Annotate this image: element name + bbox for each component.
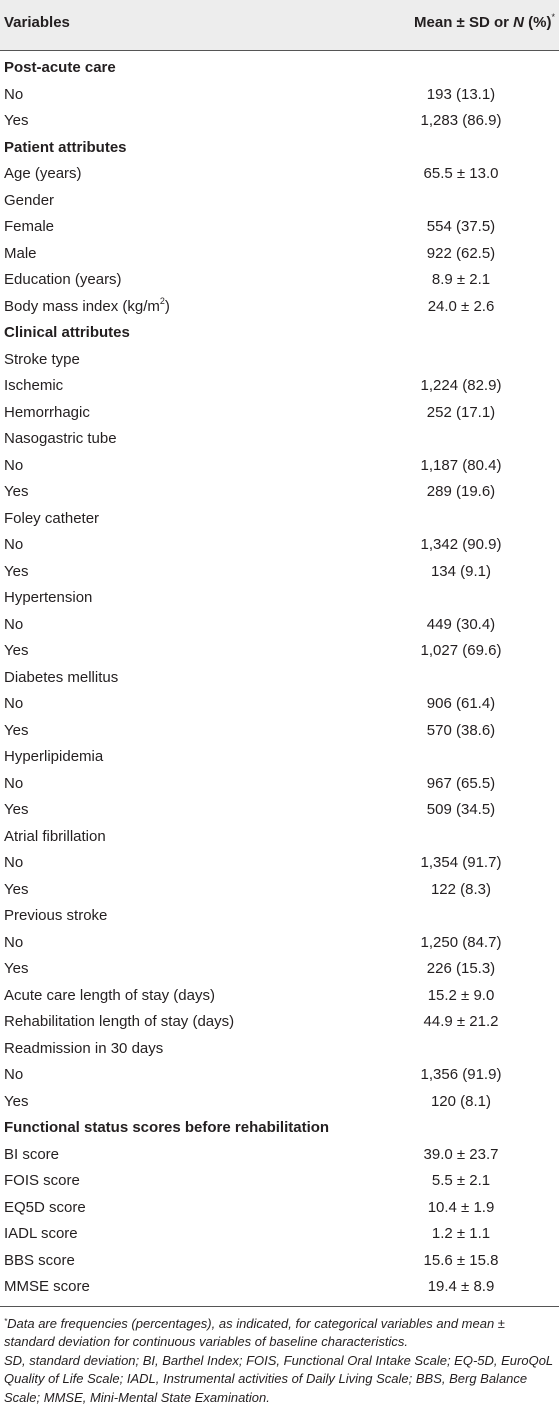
table-row [0,797,559,824]
row-label [4,430,117,447]
row-value: 1,187 (80.4) [420,456,502,474]
row-value: 193 (13.1) [426,85,496,103]
row-label [4,295,170,315]
table-row [0,1036,559,1063]
row-label-text: Yes [4,642,29,659]
row-label-text: Yes [4,112,29,129]
table-row [0,877,559,904]
table-row [0,1009,559,1036]
table-row [0,267,559,294]
table-row [0,1142,559,1169]
table-row [0,108,559,135]
table-row [0,930,559,957]
row-label-text: Patient attributes [4,138,127,156]
row-value: 1.2 ± 1.1 [431,1225,491,1242]
row-label-text: Body mass index (kg/m [4,297,160,315]
row-value: 1,354 (91.7) [420,854,502,871]
section-header-row [0,1115,559,1142]
row-label-text: Foley catheter [4,509,100,527]
row-label [4,828,106,845]
row-label-suffix: ) [164,297,170,315]
table-row [0,82,559,109]
row-label [4,59,116,76]
header-variables: Variables [4,14,70,31]
row-label-text: Rehabilitation length of stay (days) [4,1013,235,1030]
row-label-text: Diabetes mellitus [4,668,119,686]
row-label [4,589,92,606]
footnote-abbreviations: SD, standard deviation; BI, Barthel Index; FOIS, Functional Oral Intake Scale; EQ-5D, EuroQoL Quality of Life Scale; IADL, Instrumental activities of Daily Living Scale; BBS, Berg Balance Scale; MMSE, Mini-Mental State Examination. [4,1352,553,1405]
table-row [0,559,559,586]
table-row [0,400,559,427]
row-value: 39.0 ± 23.7 [423,1145,499,1163]
row-label-text: No [4,933,24,951]
row-label [4,1013,234,1030]
row-label-text: Clinical attributes [4,324,130,341]
row-label-text: Previous stroke [4,907,108,924]
row-label-text: Gender [4,191,55,209]
row-label-superscript: 2 [159,295,165,306]
row-label-text: EQ5D score [4,1198,86,1216]
row-value: 10.4 ± 1.9 [427,1198,495,1216]
row-label-text: MMSE score [4,1278,90,1295]
header-mean-sd-n [414,14,555,31]
table-row [0,373,559,400]
row-value: 554 (37.5) [426,218,496,235]
row-label-text: Yes [4,1092,29,1110]
row-value: 1,027 (69.6) [420,642,502,659]
row-label [4,1093,28,1110]
row-label [4,563,28,580]
row-label [4,218,54,235]
row-label-text: BBS score [4,1251,75,1269]
row-value: 570 (38.6) [426,721,496,739]
table-body [0,51,559,1301]
row-label [4,271,122,288]
row-value: 122 (8.3) [430,880,492,898]
table-row [0,453,559,480]
row-label [4,907,107,924]
table-row [0,241,559,268]
footnote-note-text: Data are frequencies (percentages), as indicated, for categorical variables and mean ± standard deviation for continuous variables of baseline characteristics. [4,1315,505,1349]
row-label-text: Functional status scores before rehabilitation [4,1119,330,1136]
row-label [4,1225,78,1242]
table-row [0,983,559,1010]
table-row [0,903,559,930]
row-label-text: Female [4,218,55,235]
row-label [4,1252,75,1269]
row-value: 252 (17.1) [426,403,496,421]
row-label [4,139,127,156]
row-value: 5.5 ± 2.1 [431,1172,491,1189]
row-label-text: Yes [4,483,29,500]
row-label [4,960,28,977]
row-label-text: Male [4,244,37,262]
row-label [4,801,28,818]
row-label-text: Atrial fibrillation [4,827,106,845]
table-row [0,612,559,639]
row-value: 1,342 (90.9) [420,536,502,553]
row-label [4,86,23,103]
table-row [0,506,559,533]
table-row [0,426,559,453]
header-col2-suffix: (%) [523,14,552,31]
row-value: 19.4 ± 8.9 [427,1278,495,1295]
row-label [4,987,215,1004]
row-label [4,934,23,951]
row-label [4,748,103,765]
table-row [0,1168,559,1195]
row-label-text: Readmission in 30 days [4,1039,164,1057]
row-label [4,669,118,686]
row-label-text: Yes [4,801,29,818]
row-label-text: FOIS score [4,1172,80,1189]
table-row [0,1248,559,1275]
row-label-text: No [4,536,24,553]
table-row [0,532,559,559]
row-label-text: Yes [4,721,29,739]
row-label [4,642,28,659]
table-row [0,744,559,771]
section-header-row [0,135,559,162]
row-label [4,165,82,182]
row-value: 65.5 ± 13.0 [423,165,499,182]
footnote-note [4,1315,555,1352]
section-header-row [0,55,559,82]
row-label [4,404,90,421]
table-header [0,0,559,50]
table-footnote [0,1306,559,1408]
row-label-text: No [4,85,24,103]
row-label-text: Yes [4,960,29,977]
row-label [4,695,23,712]
table-row [0,1195,559,1222]
row-value: 906 (61.4) [426,695,496,712]
table-row [0,585,559,612]
row-label-text: Acute care length of stay (days) [4,986,215,1004]
row-value: 44.9 ± 21.2 [423,1013,499,1030]
row-value: 1,356 (91.9) [420,1066,502,1083]
header-footnote-mark: * [551,12,555,22]
row-label-text: Nasogastric tube [4,430,117,447]
row-label [4,1278,90,1295]
row-value: 449 (30.4) [426,615,496,633]
table-row [0,347,559,374]
row-label [4,1066,23,1083]
row-label-text: Ischemic [4,377,64,394]
row-label-text: IADL score [4,1225,78,1242]
row-label-text: Age (years) [4,165,82,182]
row-label [4,1199,86,1216]
table-row [0,956,559,983]
table-row [0,161,559,188]
table-row [0,1221,559,1248]
header-col2-prefix: Mean ± SD or [414,14,514,31]
row-value: 1,250 (84.7) [420,933,502,951]
section-header-row [0,320,559,347]
row-label-text: Hyperlipidemia [4,748,104,765]
row-label-text: Hemorrhagic [4,403,90,421]
row-value: 1,224 (82.9) [420,377,502,394]
table-row [0,718,559,745]
table-row [0,214,559,241]
row-label-text: Hypertension [4,589,93,606]
row-label [4,457,23,474]
footnote-mark: * [4,1316,8,1326]
row-value: 8.9 ± 2.1 [431,271,491,288]
row-label [4,377,63,394]
row-label-text: Education (years) [4,271,122,288]
row-value: 24.0 ± 2.6 [427,297,495,315]
row-value: 15.2 ± 9.0 [427,986,495,1004]
row-value: 509 (34.5) [426,801,496,818]
table-row [0,1062,559,1089]
row-label-text: Yes [4,880,29,898]
row-label [4,483,28,500]
row-value: 15.6 ± 15.8 [423,1251,499,1269]
row-label-text: No [4,774,24,792]
row-label-text: Post-acute care [4,59,116,76]
row-label [4,324,130,341]
row-label [4,536,23,553]
row-label-text: BI score [4,1145,60,1163]
row-value: 120 (8.1) [430,1092,492,1110]
table-row [0,479,559,506]
row-label [4,881,28,898]
row-label [4,510,99,527]
table-row [0,665,559,692]
row-label-text: Yes [4,562,29,580]
row-value: 226 (15.3) [426,960,496,977]
table-row [0,824,559,851]
row-label-text: No [4,854,24,871]
table-row [0,1089,559,1116]
row-label-text: No [4,695,24,712]
row-label-text: No [4,615,24,633]
row-label [4,775,23,792]
row-label [4,1146,59,1163]
table-row [0,850,559,877]
header-col2-n: N [513,14,524,31]
row-value: 134 (9.1) [430,562,492,580]
row-label [4,112,28,129]
row-value: 922 (62.5) [426,244,496,262]
row-label-text: Stroke type [4,350,80,368]
row-label [4,616,23,633]
row-label [4,722,28,739]
table-row [0,294,559,321]
row-label [4,192,54,209]
row-value: 289 (19.6) [426,483,496,500]
row-label [4,1040,163,1057]
row-label [4,1172,80,1189]
row-label [4,854,23,871]
row-label [4,351,80,368]
table-row [0,188,559,215]
row-label [4,1119,329,1136]
table-row [0,691,559,718]
row-label-text: No [4,456,24,474]
row-value: 967 (65.5) [426,774,496,792]
table-row [0,1274,559,1301]
table-row [0,771,559,798]
row-value: 1,283 (86.9) [420,112,502,129]
table-row [0,638,559,665]
row-label [4,245,37,262]
row-label-text: No [4,1066,24,1083]
